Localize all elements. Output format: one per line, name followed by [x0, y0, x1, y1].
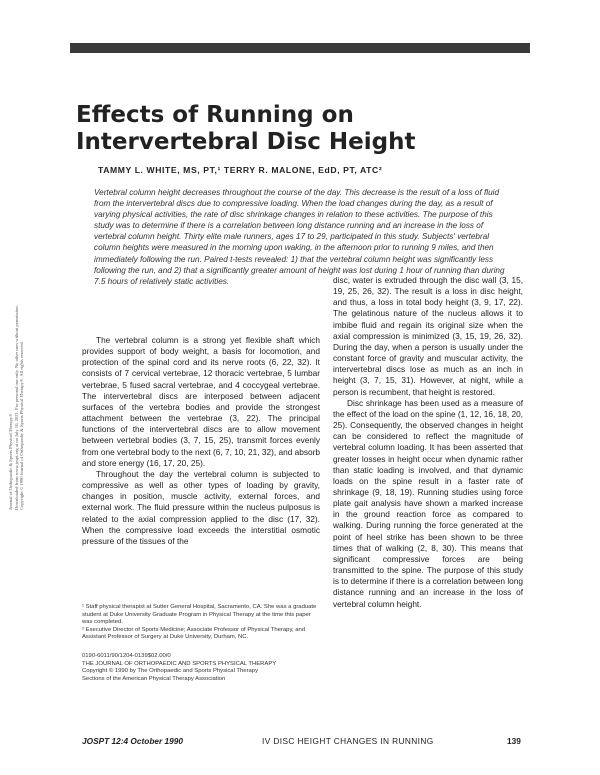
paragraph: Disc shrinkage has been used as a measure of the effect of the load on the spine (1, 12, 16, 18, 20, 25). Consequently, the observed changes in height can be considered to reflect the magnitude of vertebral column loading. It has been asserted that greater losses in height occur when dynamic rather than static loading is involved, and that dynamic loads on the spine result in a faster rate of shrinkage (9, 18, 19). Running studies using force plate gait analysis have shown a marked increase in the ground reaction force as compared to walking. During running the force generated at the point of heel strike has been shown to be three times that of walking (2, 8, 30). This means that significant compressive forces are being transmitted to the spine. The purpose of this study is to determine if there is a correlation between long distance running and an increase in the loss of vertebral column height.	[333, 397, 524, 609]
footer-journal: JOSPT 12:4 October 1990	[82, 736, 183, 746]
page-number: 139	[507, 736, 521, 746]
citation-line: Sections of the American Physical Therapy Association	[82, 675, 226, 682]
paragraph: Throughout the day the vertebral column is subjected to compressive as well as other types of loading by gravity, changes in position, muscle activity, external forces, and external work. The fluid pressure within the nucleus pulposus is related to the axial compression applied to the disc (17, 32). When the compressive load exceeds the interstitial osmotic pressure of the tissues of the	[82, 468, 320, 546]
paragraph: disc, water is extruded through the disc wall (3, 15, 19, 25, 26, 32). The result is a loss in disc height, and thus, a loss in total body height (3, 9, 17, 22). The gelatinous nature of the nucleus allows it to imbibe fluid and regain its original size when the axial compression is minimized (3, 15, 19, 26, 32). During the day, when a person is usually under the constant force of gravity and muscular activity, the intervertebral discs lose as much as an inch in height (3, 7, 15, 31). However, at night, while a person is recumbent, that height is restored.	[333, 275, 523, 397]
body-column-right	[333, 275, 523, 610]
paragraph: The vertebral column is a strong yet flexible shaft which provides support of body weight, a basis for locomotion, and protection of the spinal cord and its nerve roots (6, 22, 32). It consists of 7 cervical vertebrae, 12 thoracic vertebrae, 5 lumbar vertebrae, 5 fused sacral vertebrae, and 4 coccygeal vertebrae. The intervertebral discs are interposed between adjacent surfaces of the vertebra bodies and provide the strongest attachment between the vertebrae (3, 22). The principal functions of the intervertebral discs are to allow movement between vertebral bodies (3, 7, 15, 25), transmit forces evenly from one vertebral body to the next (6, 7, 10, 21, 32), and absorb and store energy (16, 17, 20, 25).	[82, 335, 320, 468]
abstract: Vertebral column height decreases throughout the course of the day. This decrease is the result of a loss of fluid from the intervertebral discs due to compressive loading. When the load changes during the day, as a result of varying physical activities, the rate of disc shrinkage changes in relation to these activities. The purpose of this study was to determine if there is a correlation between long distance running and an increase in the loss of vertebral column height. Thirty elite male runners, ages 17 to 29, participated in this study. Subjects' vertebral column heights were measured in the morning upon waking, in the afternoon prior to running 9 miles, and then immediately following the run. Paired t-tests revealed: 1) that the vertebral column height was significantly less following the run, and 2) that a significantly greater amount of height was lost during 1 hour of running than during 7.5 hours of relatively static activities.	[94, 188, 505, 286]
journal-citation	[82, 653, 322, 683]
header-bar	[70, 43, 530, 53]
sidebar-line: Journal of Orthopaedic & Sports Physical Therapy®	[8, 413, 13, 510]
body-column-left	[82, 335, 320, 547]
citation-line: Copyright © 1990 by The Orthopaedic and Sports Physical Therapy	[82, 668, 259, 674]
footnote: ¹ Staff physical therapist at Sutter General Hospital, Sacramento, CA. She was a graduate student at Duke University Graduate Program in Physical Therapy at the time this paper was completed.	[82, 604, 317, 625]
footer-running-title: IV DISC HEIGHT CHANGES IN RUNNING	[262, 736, 434, 746]
authors: TAMMY L. WHITE, MS, PT,¹ TERRY R. MALONE, EdD, PT, ATC²	[98, 165, 383, 175]
article-title: Effects of Running on Intervertebral Disc Height	[76, 102, 416, 155]
footnote: ² Executive Director of Sports Medicine; Associate Professor of Physical Therapy, and Assistant Professor of Surgery at Duke University, Durham, NC.	[82, 626, 306, 640]
sidebar-line: Copyright © 1990 Journal of Orthopaedic & Sports Physical Therapy®. All rights reserved.	[19, 341, 25, 510]
citation-line: THE JOURNAL OF ORTHOPAEDIC AND SPORTS PHYSICAL THERAPY	[82, 660, 277, 667]
footnotes	[82, 604, 322, 642]
sidebar-line: Downloaded from www.jospt.org at on July 10, 2021. For personal use only. No other uses without permission.	[13, 305, 19, 510]
citation-line: 0190-6011/90/1204-0139$02.00/0	[82, 653, 171, 659]
